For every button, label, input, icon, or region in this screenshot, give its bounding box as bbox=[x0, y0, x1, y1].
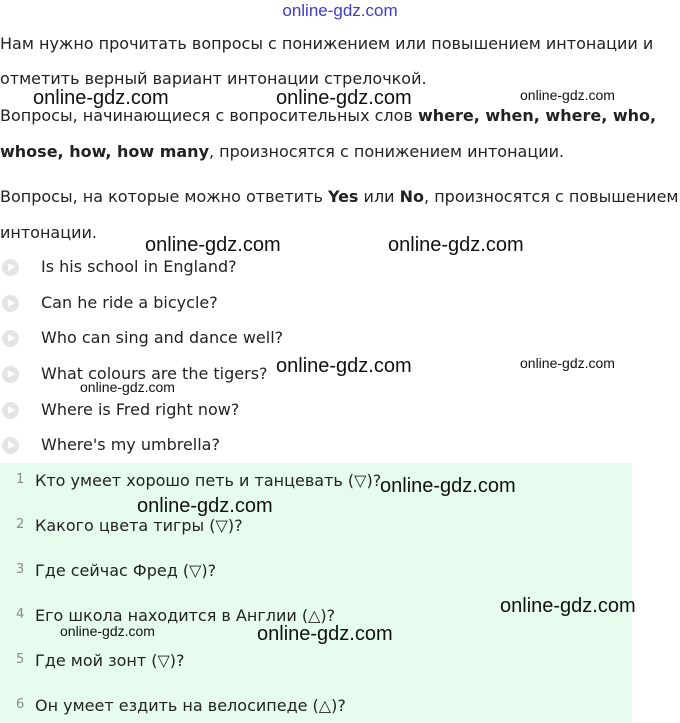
rule-2-line-1 bbox=[0, 187, 678, 207]
answer-panel bbox=[0, 463, 632, 723]
answer-number: 1 bbox=[16, 472, 25, 487]
play-audio-icon[interactable] bbox=[2, 437, 19, 454]
watermark: online-gdz.com bbox=[276, 355, 412, 377]
rule-1-text-end: , произносятся с понижением интонации. bbox=[209, 142, 565, 161]
watermark: online-gdz.com bbox=[500, 595, 636, 617]
play-audio-icon[interactable] bbox=[2, 259, 19, 276]
answer-number: 4 bbox=[16, 607, 25, 622]
site-header-watermark: online-gdz.com bbox=[282, 1, 398, 20]
play-audio-icon[interactable] bbox=[2, 402, 19, 419]
answer-text: Кто умеет хорошо петь и танцевать (▽)? bbox=[35, 471, 382, 490]
watermark: online-gdz.com bbox=[145, 234, 281, 256]
watermark: online-gdz.com bbox=[388, 234, 524, 256]
intro-line-2: отметить верный вариант интонации стрелочкой. bbox=[0, 69, 427, 88]
no-keyword: No bbox=[399, 187, 425, 206]
answer-item bbox=[0, 694, 632, 720]
question-item bbox=[0, 399, 300, 423]
answer-number: 6 bbox=[16, 697, 25, 712]
watermark: online-gdz.com bbox=[276, 87, 412, 109]
answer-text: Он умеет ездить на велосипеде (△)? bbox=[35, 696, 346, 715]
question-item bbox=[0, 256, 300, 280]
rule-2-text-end: , произносятся с повышением bbox=[424, 187, 679, 206]
question-item bbox=[0, 327, 300, 351]
answer-number: 3 bbox=[16, 562, 25, 577]
answer-text: Где сейчас Фред (▽)? bbox=[35, 561, 217, 580]
answer-text: Его школа находится в Англии (△)? bbox=[35, 606, 336, 625]
answer-number: 5 bbox=[16, 652, 25, 667]
question-item bbox=[0, 292, 300, 316]
answer-item bbox=[0, 514, 632, 540]
question-text: Who can sing and dance well? bbox=[41, 328, 284, 347]
rule-1-text: Вопросы, начинающиеся с вопросительных слов bbox=[0, 106, 418, 125]
watermark: online-gdz.com bbox=[520, 87, 615, 103]
rule-1-keywords: where, when, where, who, bbox=[417, 106, 657, 125]
question-text: Is his school in England? bbox=[41, 257, 237, 276]
answer-text: Какого цвета тигры (▽)? bbox=[35, 516, 243, 535]
answer-text: Где мой зонт (▽)? bbox=[35, 651, 185, 670]
watermark: online-gdz.com bbox=[60, 623, 155, 639]
rule-1-line-2 bbox=[0, 142, 564, 162]
watermark: online-gdz.com bbox=[80, 379, 175, 395]
watermark: online-gdz.com bbox=[520, 355, 615, 371]
play-audio-icon[interactable] bbox=[2, 366, 19, 383]
question-text: Where is Fred right now? bbox=[41, 400, 240, 419]
question-item bbox=[0, 434, 300, 458]
watermark: online-gdz.com bbox=[137, 495, 273, 517]
rule-2-or: или bbox=[358, 187, 400, 206]
play-audio-icon[interactable] bbox=[2, 295, 19, 312]
watermark: online-gdz.com bbox=[33, 87, 169, 109]
answer-item bbox=[0, 469, 632, 495]
rule-1-keywords-cont: whose, how, how many bbox=[0, 142, 209, 161]
rule-2-text: Вопросы, на которые можно ответить bbox=[0, 187, 328, 206]
question-text: Can he ride a bicycle? bbox=[41, 293, 218, 312]
yes-keyword: Yes bbox=[327, 187, 359, 206]
watermark: online-gdz.com bbox=[380, 475, 516, 497]
answer-item bbox=[0, 649, 632, 675]
question-text: Where's my umbrella? bbox=[41, 435, 220, 454]
answer-number: 2 bbox=[16, 517, 25, 532]
intro-line-1: Нам нужно прочитать вопросы с понижением или повышением интонации и bbox=[0, 34, 654, 53]
rule-2-line-2: интонации. bbox=[0, 223, 98, 242]
watermark: online-gdz.com bbox=[257, 623, 393, 645]
play-audio-icon[interactable] bbox=[2, 330, 19, 347]
question-text: What colours are the tigers? bbox=[41, 364, 268, 383]
answer-item bbox=[0, 559, 632, 585]
